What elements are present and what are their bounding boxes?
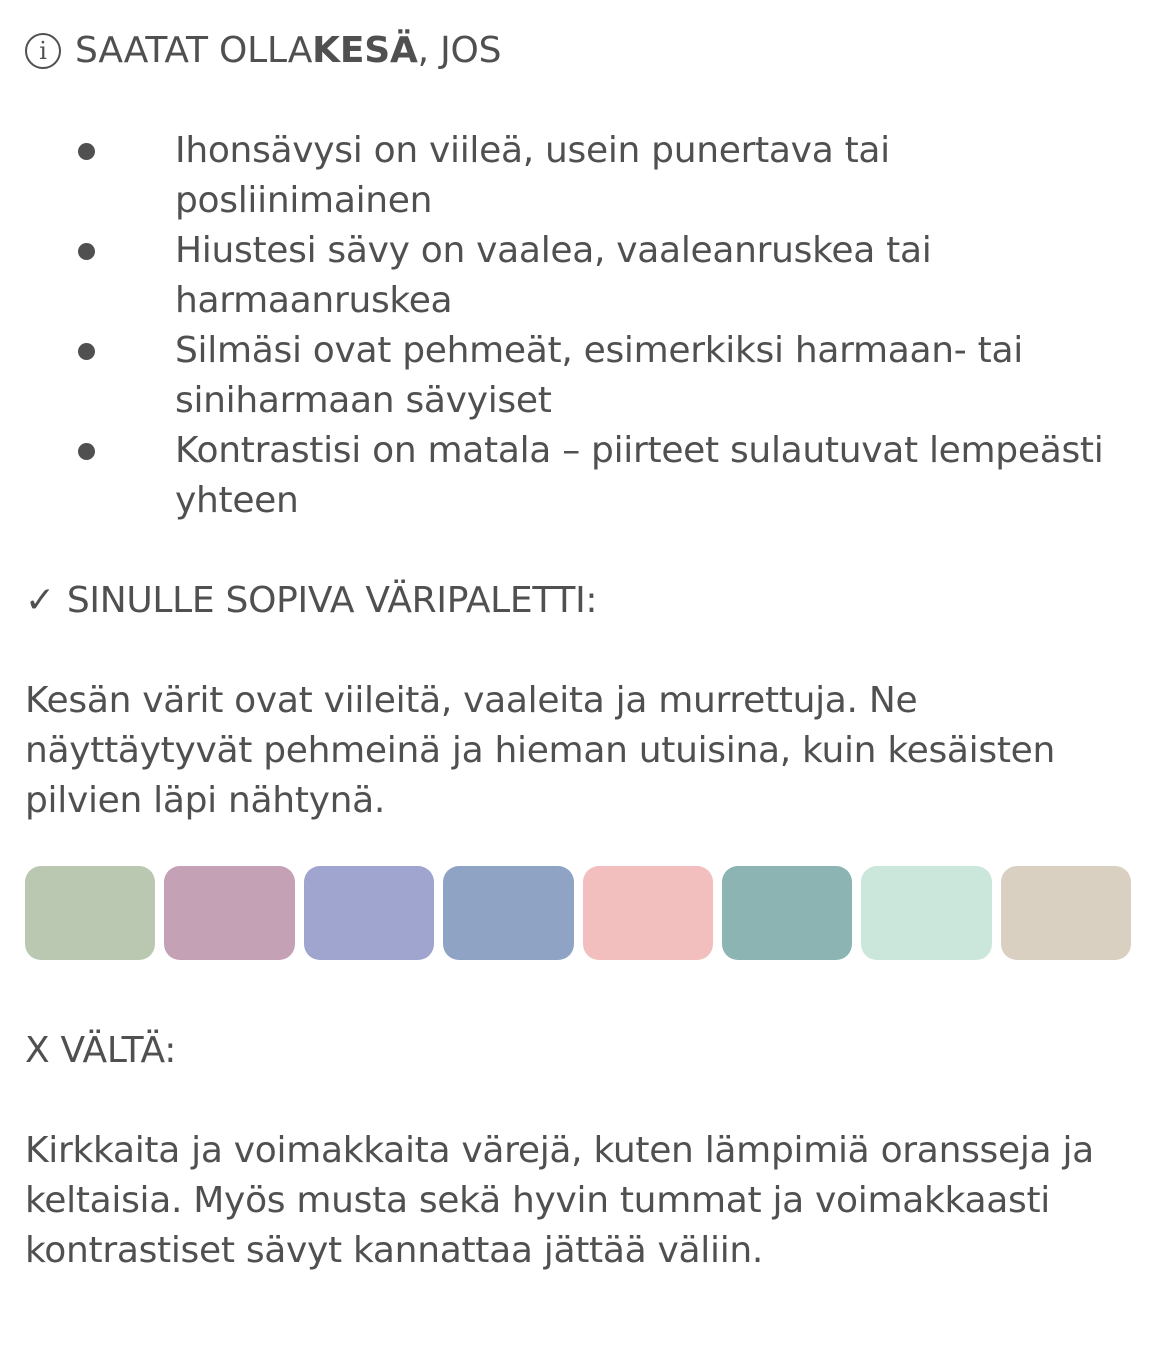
heading-suffix: , JOS [417, 30, 502, 71]
bullet-icon [78, 143, 95, 160]
checkmark-icon: ✓ [25, 580, 55, 621]
trait-item [25, 126, 1135, 226]
bullet-icon [78, 243, 95, 260]
palette-title: SINULLE SOPIVA VÄRIPALETTI: [66, 580, 598, 621]
color-swatch [25, 866, 155, 960]
season-name: KESÄ [312, 30, 418, 71]
color-swatch [861, 866, 991, 960]
color-swatch [164, 866, 294, 960]
info-icon: i [25, 33, 61, 69]
trait-text: Silmäsi ovat pehmeät, esimerkiksi harmaan- tai siniharmaan sävyiset [175, 330, 1023, 421]
palette-heading [25, 576, 597, 626]
bullet-icon [78, 443, 95, 460]
palette-description: Kesän värit ovat viileitä, vaaleita ja murrettuja. Ne näyttäytyvät pehmeinä ja hieman utuisina, kuin kesäisten pilvien läpi nähtynä. [25, 680, 1055, 821]
color-swatch [443, 866, 573, 960]
color-swatch [722, 866, 852, 960]
heading-prefix: SAATAT OLLA [75, 30, 313, 71]
bullet-icon [78, 343, 95, 360]
trait-item [25, 426, 1135, 526]
trait-item [25, 226, 1135, 326]
avoid-heading: X VÄLTÄ: [25, 1030, 177, 1071]
avoid-description: Kirkkaita ja voimakkaita värejä, kuten lämpimiä oransseja ja keltaisia. Myös musta sekä hyvin tummat ja voimakkaasti kontrastiset sävyt kannattaa jättää väliin. [25, 1130, 1094, 1271]
color-swatch [304, 866, 434, 960]
color-swatch [583, 866, 713, 960]
trait-text: Hiustesi sävy on vaalea, vaaleanruskea tai harmaanruskea [175, 230, 932, 321]
season-heading [25, 26, 501, 76]
traits-list [25, 126, 1135, 526]
trait-item [25, 326, 1135, 426]
color-palette [25, 866, 1131, 960]
trait-text: Ihonsävysi on viileä, usein punertava tai posliinimainen [175, 130, 890, 221]
trait-text: Kontrastisi on matala – piirteet sulautuvat lempeästi yhteen [175, 430, 1104, 521]
color-swatch [1001, 866, 1131, 960]
